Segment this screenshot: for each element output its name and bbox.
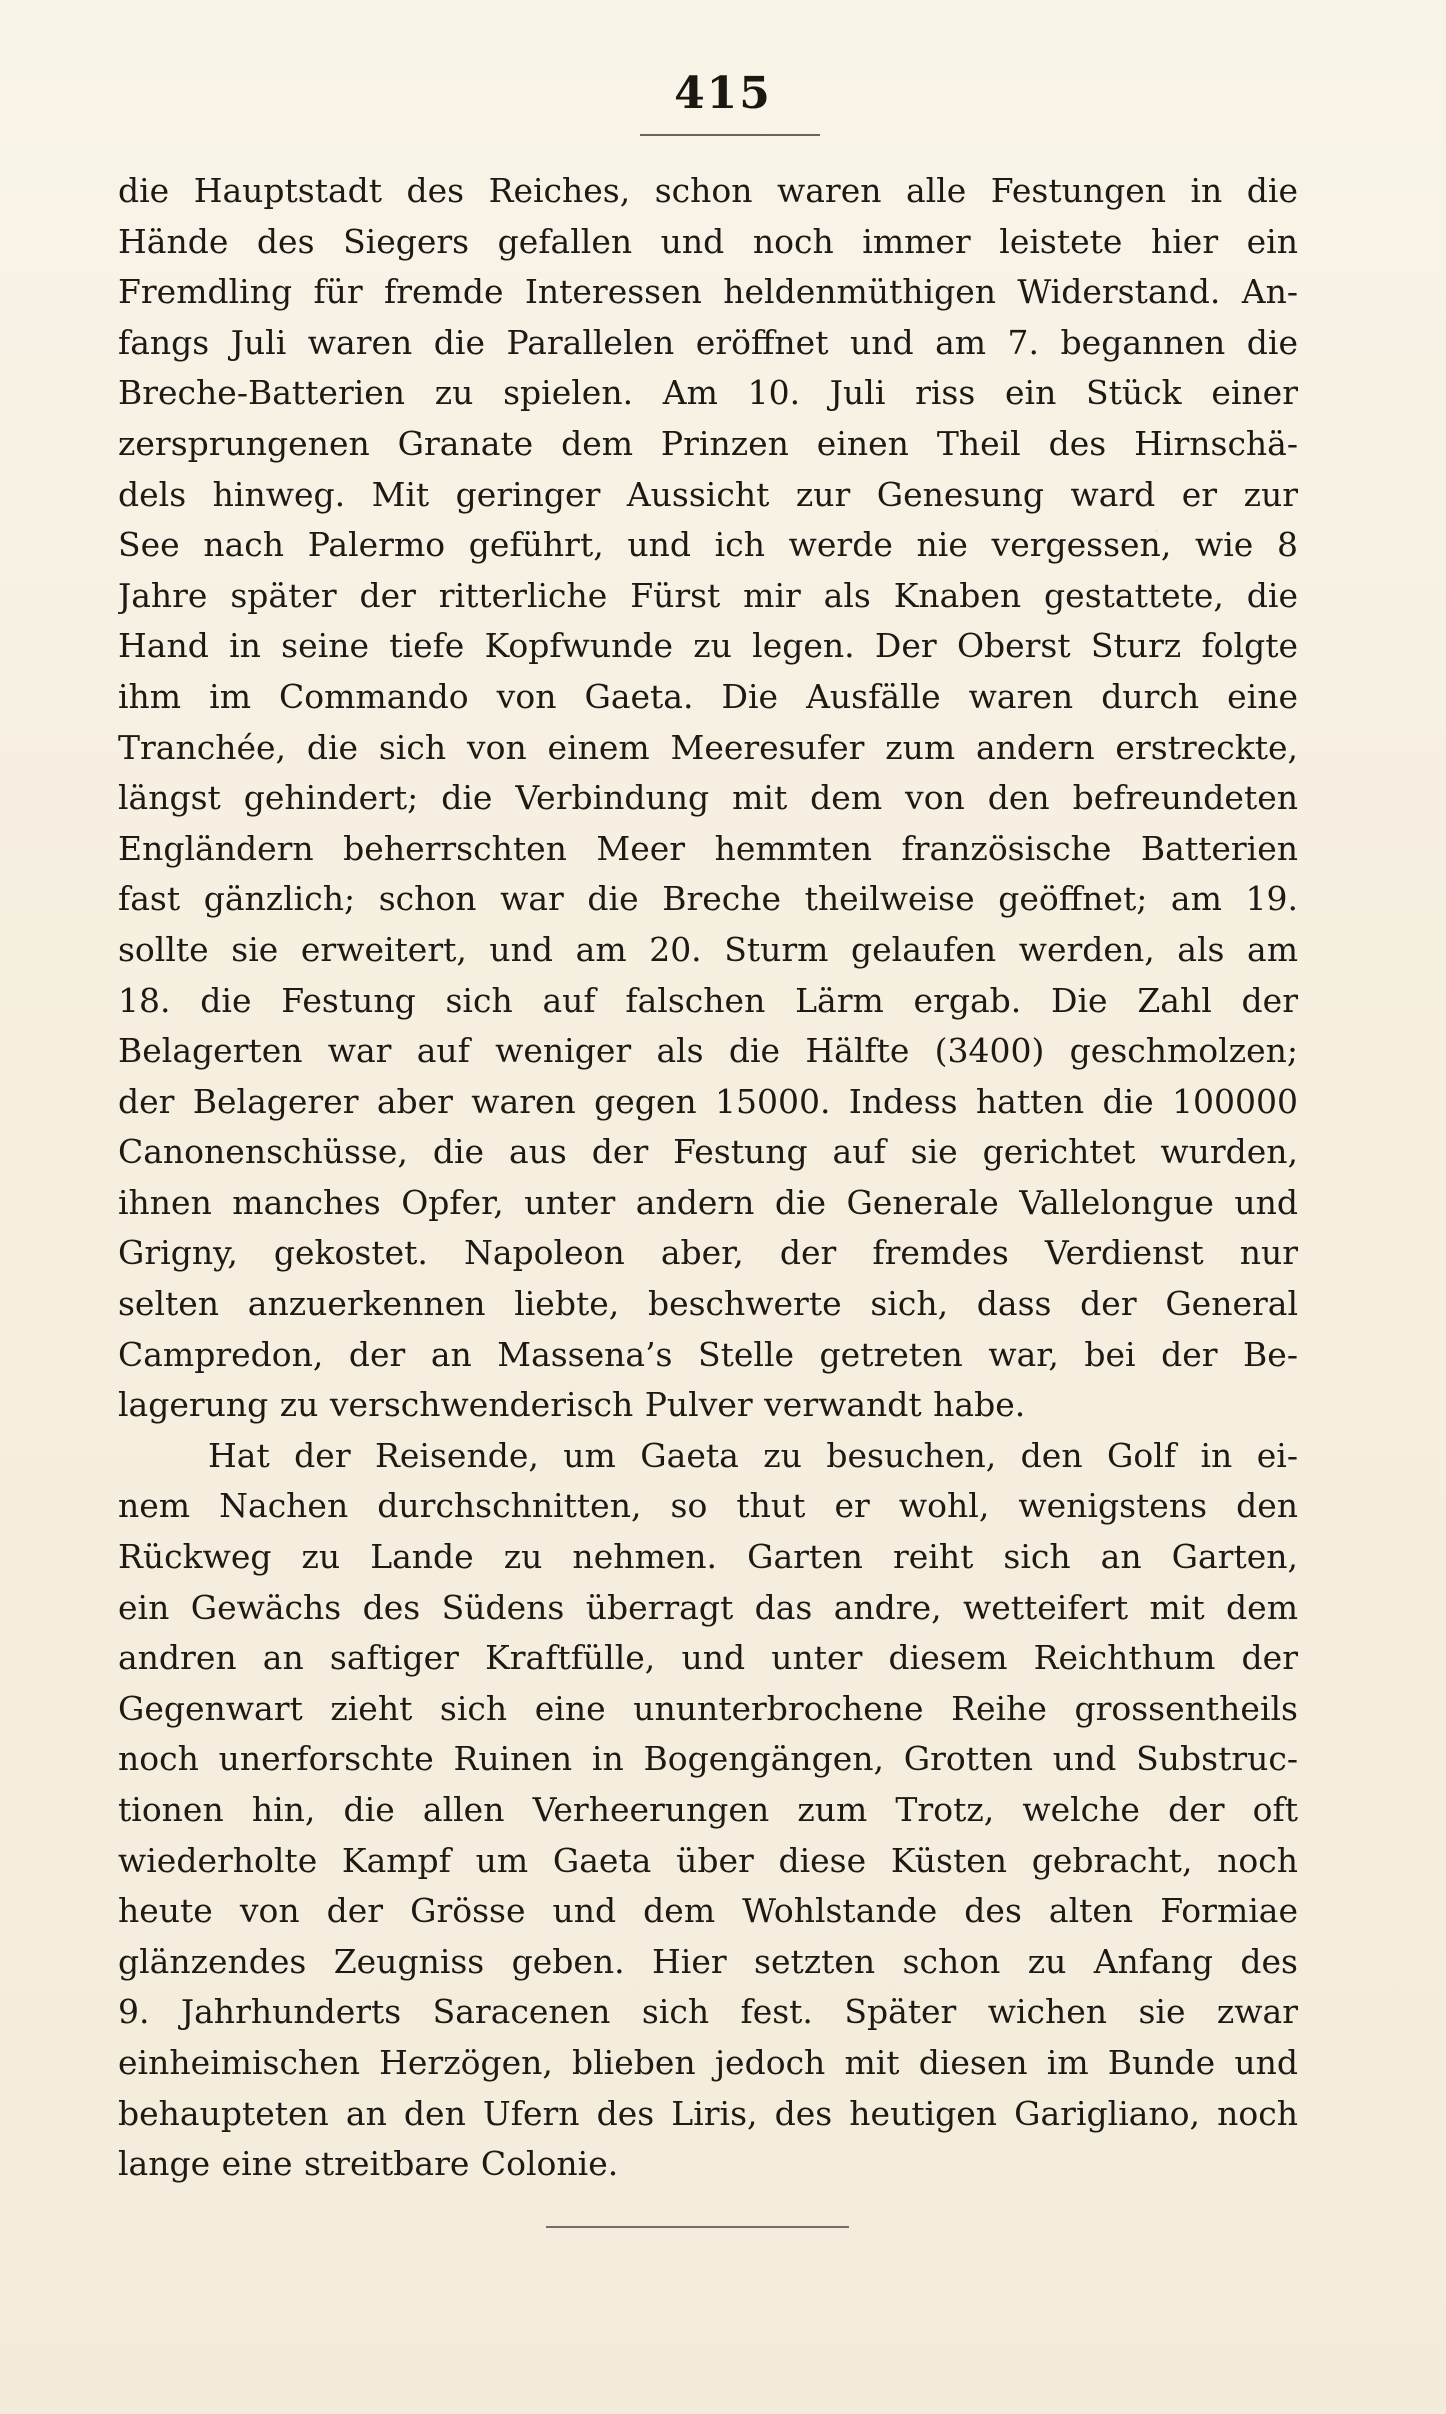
page-number: 415: [674, 68, 772, 119]
text-line: die Hauptstadt des Reiches, schon waren alle Festungen in die: [118, 171, 1298, 210]
text-line: Gegenwart zieht sich eine ununterbrochene Reihe grossentheils: [118, 1688, 1298, 1728]
text-line: der Belagerer aber waren gegen 15000. Indess hatten die 100000: [118, 1081, 1298, 1121]
text-line: ein Gewächs des Südens überragt das andre, wetteifert mit dem: [118, 1587, 1298, 1627]
body-text: [118, 166, 1298, 2190]
text-line: einheimischen Herzögen, blieben jedoch mit diesen im Bunde und: [118, 2042, 1298, 2082]
text-line: sollte sie erweitert, und am 20. Sturm gelaufen werden, als am: [118, 929, 1298, 969]
text-line: lagerung zu verschwenderisch Pulver verwandt habe.: [118, 1385, 1026, 1425]
text-line: Fremdling für fremde Interessen heldenmüthigen Widerstand. An-: [118, 272, 1298, 312]
text-line: ihm im Commando von Gaeta. Die Ausfälle waren durch eine: [118, 676, 1298, 716]
text-line: Hände des Siegers gefallen und noch immer leistete hier ein: [118, 221, 1298, 261]
text-line: See nach Palermo geführt, und ich werde nie vergessen, wie 8: [118, 525, 1298, 565]
text-line: längst gehindert; die Verbindung mit dem von den befreundeten: [118, 778, 1298, 818]
text-line: selten anzuerkennen liebte, beschwerte sich, dass der General: [118, 1284, 1298, 1324]
text-line: fast gänzlich; schon war die Breche theilweise geöffnet; am 19.: [118, 879, 1298, 919]
header-rule: [640, 134, 820, 136]
text-line: ihnen manches Opfer, unter andern die Generale Vallelongue und: [118, 1182, 1298, 1222]
text-line: lange eine streitbare Colonie.: [118, 2144, 619, 2184]
text-line: Jahre später der ritterliche Fürst mir als Knaben gestattete, die: [118, 575, 1298, 615]
footer-rule: [546, 2226, 849, 2228]
text-line: Grigny, gekostet. Napoleon aber, der fremdes Verdienst nur: [118, 1233, 1298, 1273]
text-line: tionen hin, die allen Verheerungen zum Trotz, welche der oft: [118, 1790, 1298, 1829]
text-line: 18. die Festung sich auf falschen Lärm ergab. Die Zahl der: [118, 980, 1298, 1020]
text-line: wiederholte Kampf um Gaeta über diese Küsten gebracht, noch: [118, 1840, 1298, 1880]
text-line: Rückweg zu Lande zu nehmen. Garten reiht sich an Garten,: [118, 1537, 1298, 1577]
text-line: behaupteten an den Ufern des Liris, des heutigen Garigliano, noch: [118, 2093, 1298, 2133]
paragraph-1: [118, 166, 1298, 1431]
text-line: Canonenschüsse, die aus der Festung auf sie gerichtet wurden,: [118, 1132, 1298, 1172]
text-line: Breche-Batterien zu spielen. Am 10. Juli riss ein Stück einer: [118, 373, 1298, 413]
text-line: Tranchée, die sich von einem Meeresufer zum andern erstreckte,: [118, 727, 1298, 767]
text-line: fangs Juli waren die Parallelen eröffnet und am 7. begannen die: [118, 322, 1298, 362]
text-line: heute von der Grösse und dem Wohlstande des alten Formiae: [118, 1891, 1298, 1931]
text-line: Belagerten war auf weniger als die Hälfte (3400) geschmolzen;: [118, 1031, 1298, 1071]
text-line: andren an saftiger Kraftfülle, und unter diesem Reichthum der: [118, 1638, 1298, 1678]
text-line: 9. Jahrhunderts Saracenen sich fest. Später wichen sie zwar: [118, 1992, 1298, 2032]
text-line: Hand in seine tiefe Kopfwunde zu legen. Der Oberst Sturz folgte: [118, 626, 1298, 666]
text-line: glänzendes Zeugniss geben. Hier setzten schon zu Anfang des: [118, 1941, 1298, 1981]
text-line: Engländern beherrschten Meer hemmten französische Batterien: [118, 828, 1298, 868]
text-line: dels hinweg. Mit geringer Aussicht zur Genesung ward er zur: [118, 474, 1298, 514]
text-line: nem Nachen durchschnitten, so thut er wohl, wenigstens den: [118, 1486, 1298, 1526]
text-line: zersprungenen Granate dem Prinzen einen Theil des Hirnschä-: [118, 423, 1298, 463]
paragraph-2: [118, 1431, 1298, 2190]
text-line: noch unerforschte Ruinen in Bogengängen, Grotten und Substruc-: [118, 1739, 1298, 1779]
text-line: Hat der Reisende, um Gaeta zu besuchen, den Golf in ei-: [208, 1435, 1298, 1475]
text-line: Campredon, der an Massena’s Stelle getreten war, bei der Be-: [118, 1334, 1298, 1374]
